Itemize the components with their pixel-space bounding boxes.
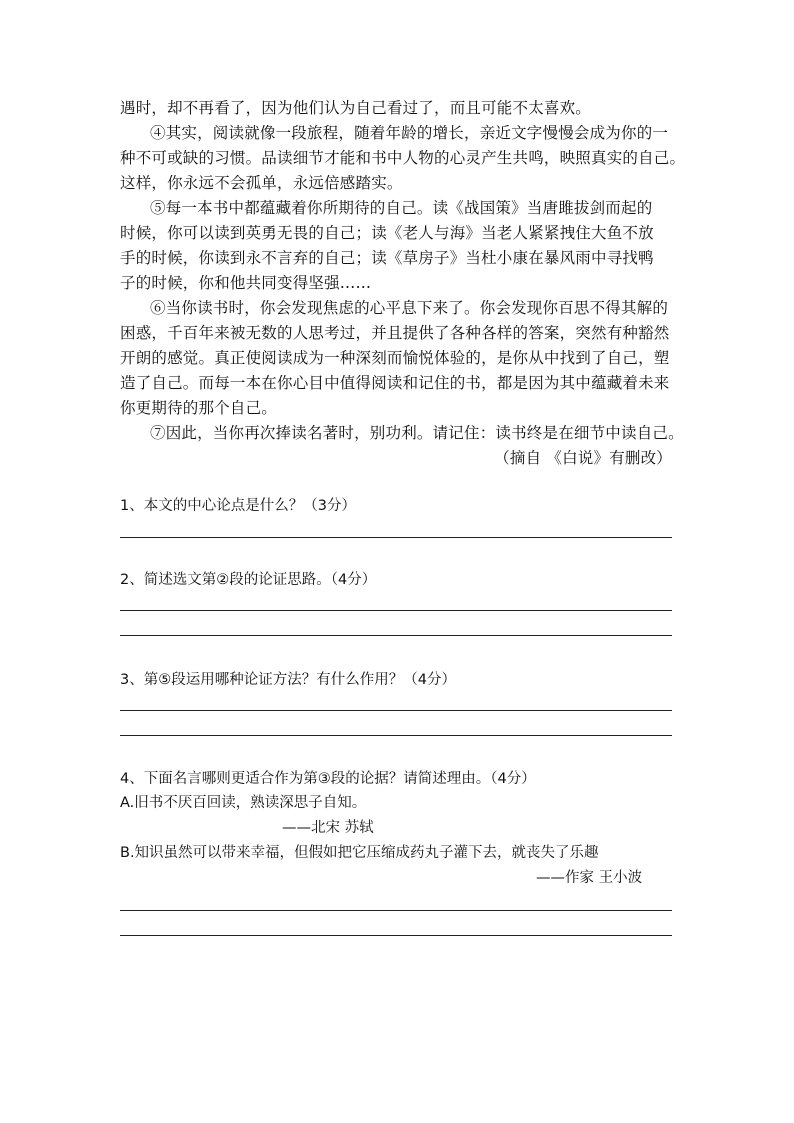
passage-line: ⑦因此，当你再次捧读名著时，别功利。请记住：读书终是在细节中读自己。 [150,424,684,442]
passage-line: ④其实，阅读就像一段旅程，随着年龄的增长，亲近文字慢慢会成为你的一 [150,124,669,142]
answer-line[interactable] [120,635,672,636]
passage-line: 造了自己。而每一本在你心目中值得阅读和记住的书，都是因为其中蕴藏着未来 [120,374,670,392]
answer-line[interactable] [120,537,672,538]
passage-line: ⑥当你读书时，你会发现焦虑的心平息下来了。你会发现你百思不得其解的 [150,299,669,317]
question-4: 4、下面名言哪则更适合作为第③段的论据？请简述理由。（4分） [120,771,536,787]
option-a-attribution: ——北宋 苏轼 [282,820,374,836]
answer-line[interactable] [120,935,672,936]
answer-line[interactable] [120,710,672,711]
passage-line: 你更期待的那个自己。 [120,399,278,417]
question-1: 1、本文的中心论点是什么？（3分） [120,498,356,514]
passage-line: 子的时候，你和他共同变得坚强…… [120,274,372,292]
passage-line: ⑤每一本书中都蕴藏着你所期待的自己。读《战国策》当唐雎拔剑而起的 [150,199,653,217]
option-b: B.知识虽然可以带来幸福，但假如把它压缩成药丸子灌下去，就丧失了乐趣 [120,845,599,861]
option-a: A.旧书不厌百回读，熟读深思子自知。 [120,795,367,811]
question-2: 2、简述选文第②段的论证思路。（4分） [120,572,377,588]
passage-line: 时候，你可以读到英勇无畏的自己；读《老人与海》当老人紧紧拽住大鱼不放 [120,224,654,242]
passage-line: 这样，你永远不会孤单，永远倍感踏实。 [120,174,403,192]
option-b-attribution: ——作家 王小波 [536,870,643,886]
question-3: 3、第⑤段运用哪种论证方法？有什么作用？（4分） [120,672,456,688]
passage-line: 开朗的感觉。真正使阅读成为一种深刻而愉悦体验的，是你从中找到了自己，塑 [120,349,670,367]
answer-line[interactable] [120,610,672,611]
passage-line: 种不可或缺的习惯。品读细节才能和书中人物的心灵产生共鸣，映照真实的自己。 [120,149,686,167]
answer-line[interactable] [120,735,672,736]
answer-line[interactable] [120,910,672,911]
passage-line: 遇时，却不再看了，因为他们认为自己看过了，而且可能不太喜欢。 [120,99,592,117]
passage-source: （摘自 《白说》有删改） [494,449,672,467]
passage-line: 手的时候，你读到永不言弃的自己；读《草房子》当杜小康在暴风雨中寻找鸭 [120,249,654,267]
passage-line: 困惑，千百年来被无数的人思考过，并且提供了各种各样的答案，突然有种豁然 [120,324,670,342]
